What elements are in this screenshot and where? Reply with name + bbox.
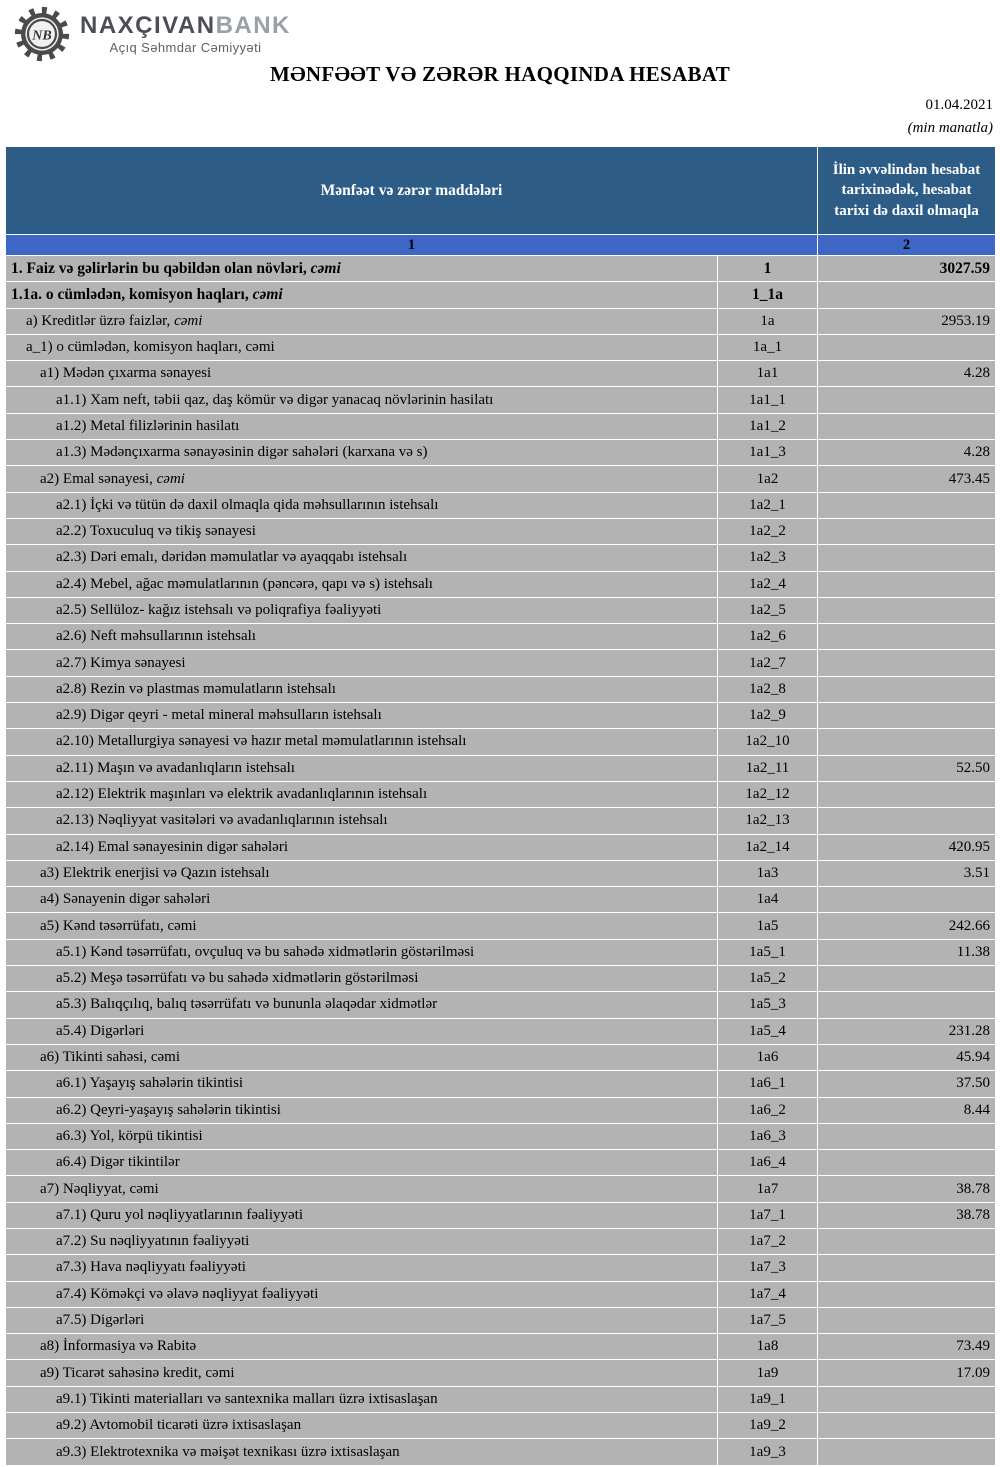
bank-name-primary: NAXÇIVAN — [80, 12, 216, 40]
row-label: a) Kreditlər üzrə faizlər, cəmi — [6, 308, 718, 334]
row-value — [818, 887, 996, 913]
row-value: 52.50 — [818, 755, 996, 781]
row-code: 1a2 — [718, 466, 818, 492]
row-value — [818, 518, 996, 544]
column-number-row — [6, 235, 996, 256]
row-value: 17.09 — [818, 1360, 996, 1386]
row-label: a2.6) Neft məhsullarının istehsalı — [6, 624, 718, 650]
table-row — [6, 913, 996, 939]
row-code: 1a5_1 — [718, 939, 818, 965]
table-row — [6, 966, 996, 992]
row-label: a6.2) Qeyri-yaşayış sahələrin tikintisi — [6, 1097, 718, 1123]
row-code: 1a2_9 — [718, 703, 818, 729]
table-row — [6, 1097, 996, 1123]
row-code: 1a9 — [718, 1360, 818, 1386]
row-label: a9.3) Elektrotexnika və məişət texnikası üzrə ixtisaslaşan — [6, 1439, 718, 1465]
table-row — [6, 676, 996, 702]
table-row — [6, 834, 996, 860]
row-label: a2.13) Nəqliyyat vasitələri və avadanlıqlarının istehsalı — [6, 808, 718, 834]
row-value — [818, 413, 996, 439]
row-label: a2.11) Maşın və avadanlıqların istehsalı — [6, 755, 718, 781]
table-row — [6, 545, 996, 571]
row-value — [818, 1413, 996, 1439]
row-value — [818, 597, 996, 623]
bank-logo — [14, 6, 291, 62]
row-value — [818, 1281, 996, 1307]
row-code: 1a1_1 — [718, 387, 818, 413]
row-label: a7.5) Digərləri — [6, 1307, 718, 1333]
row-code: 1a2_1 — [718, 492, 818, 518]
row-value — [818, 1386, 996, 1412]
table-row — [6, 729, 996, 755]
table-row — [6, 571, 996, 597]
row-label: a2.7) Kimya sənayesi — [6, 650, 718, 676]
row-code: 1a9_3 — [718, 1439, 818, 1465]
row-code: 1a9_1 — [718, 1386, 818, 1412]
row-code: 1_1a — [718, 282, 818, 308]
table-row — [6, 492, 996, 518]
table-row — [6, 808, 996, 834]
row-value — [818, 282, 996, 308]
row-code: 1a1 — [718, 361, 818, 387]
row-label: a2.8) Rezin və plastmas məmulatların istehsalı — [6, 676, 718, 702]
table-row — [6, 1150, 996, 1176]
table-row — [6, 466, 996, 492]
row-label: a7) Nəqliyyat, cəmi — [6, 1176, 718, 1202]
row-value — [818, 729, 996, 755]
table-row — [6, 650, 996, 676]
row-value — [818, 492, 996, 518]
row-code: 1a2_7 — [718, 650, 818, 676]
table-row — [6, 1071, 996, 1097]
table-row — [6, 361, 996, 387]
row-label: a2.2) Toxuculuq və tikiş sənayesi — [6, 518, 718, 544]
row-value: 37.50 — [818, 1071, 996, 1097]
row-label: a2.4) Mebel, ağac məmulatlarının (pəncərə, qapı və s) istehsalı — [6, 571, 718, 597]
row-value — [818, 966, 996, 992]
row-label: a5.2) Meşə təsərrüfatı və bu sahədə xidmətlərin göstərilməsi — [6, 966, 718, 992]
row-label: 1.1a. o cümlədən, komisyon haqları, cəmi — [6, 282, 718, 308]
table-row — [6, 1413, 996, 1439]
col-header-items: Mənfəət və zərər maddələri — [6, 147, 818, 235]
table-row — [6, 1360, 996, 1386]
row-label: a1) Mədən çıxarma sənayesi — [6, 361, 718, 387]
table-row — [6, 1255, 996, 1281]
row-label: a7.3) Hava nəqliyyatı fəaliyyəti — [6, 1255, 718, 1281]
row-code: 1a2_8 — [718, 676, 818, 702]
row-value — [818, 1255, 996, 1281]
bank-name — [80, 13, 291, 38]
row-value: 73.49 — [818, 1334, 996, 1360]
bank-name-secondary: BANK — [215, 12, 291, 40]
col-number-items: 1 — [6, 235, 818, 256]
table-row — [6, 387, 996, 413]
row-value — [818, 334, 996, 360]
table-row — [6, 1202, 996, 1228]
report-date: 01.04.2021 — [925, 97, 993, 113]
page-title: MƏNFƏƏT VƏ ZƏRƏR HAQQINDA HESABAT — [269, 62, 731, 86]
table-row — [6, 1307, 996, 1333]
table-header-row — [6, 147, 996, 235]
table-row — [6, 1018, 996, 1044]
col-header-value: İlin əvvəlindən hesabat tarixinədək, hesabat tarixi də daxil olmaqla — [818, 147, 996, 235]
row-code: 1a6_3 — [718, 1123, 818, 1149]
row-value: 38.78 — [818, 1202, 996, 1228]
table-row — [6, 703, 996, 729]
table-row — [6, 597, 996, 623]
row-label: a2) Emal sənayesi, cəmi — [6, 466, 718, 492]
row-code: 1a7_4 — [718, 1281, 818, 1307]
row-code: 1a1_3 — [718, 440, 818, 466]
row-code: 1a6_2 — [718, 1097, 818, 1123]
row-value: 45.94 — [818, 1044, 996, 1070]
row-label: a7.4) Köməkçi və əlavə nəqliyyat fəaliyyəti — [6, 1281, 718, 1307]
row-value — [818, 781, 996, 807]
row-code: 1a2_6 — [718, 624, 818, 650]
row-code: 1a2_5 — [718, 597, 818, 623]
row-code: 1a_1 — [718, 334, 818, 360]
table-row — [6, 1439, 996, 1465]
table-row — [6, 887, 996, 913]
table-row — [6, 624, 996, 650]
row-code: 1a2_13 — [718, 808, 818, 834]
profit-loss-table — [5, 146, 996, 1466]
row-code: 1a5 — [718, 913, 818, 939]
row-label: a6.3) Yol, körpü tikintisi — [6, 1123, 718, 1149]
row-value — [818, 808, 996, 834]
row-code: 1a9_2 — [718, 1413, 818, 1439]
row-label: a2.12) Elektrik maşınları və elektrik avadanlıqlarının istehsalı — [6, 781, 718, 807]
row-value — [818, 1439, 996, 1465]
row-label: a5.1) Kənd təsərrüfatı, ovçuluq və bu sahədə xidmətlərin göstərilməsi — [6, 939, 718, 965]
row-label: a7.1) Quru yol nəqliyyatlarının fəaliyyəti — [6, 1202, 718, 1228]
row-code: 1a — [718, 308, 818, 334]
row-label: a9.2) Avtomobil ticarəti üzrə ixtisaslaşan — [6, 1413, 718, 1439]
row-code: 1a2_10 — [718, 729, 818, 755]
row-value: 2953.19 — [818, 308, 996, 334]
table-row — [6, 518, 996, 544]
table-row — [6, 413, 996, 439]
unit-note: (min manatla) — [907, 120, 993, 136]
row-value: 3027.59 — [818, 256, 996, 282]
row-label: a9.1) Tikinti materialları və santexnika malları üzrə ixtisaslaşan — [6, 1386, 718, 1412]
table-row — [6, 1123, 996, 1149]
table-row — [6, 860, 996, 886]
row-value: 3.51 — [818, 860, 996, 886]
row-label: a2.1) İçki və tütün də daxil olmaqla qida məhsullarının istehsalı — [6, 492, 718, 518]
row-value — [818, 624, 996, 650]
row-label: a7.2) Su nəqliyyatının fəaliyyəti — [6, 1228, 718, 1254]
row-label: a2.14) Emal sənayesinin digər sahələri — [6, 834, 718, 860]
bank-subtitle: Açıq Səhmdar Cəmiyyəti — [109, 39, 262, 55]
row-value — [818, 387, 996, 413]
row-value — [818, 650, 996, 676]
row-code: 1a8 — [718, 1334, 818, 1360]
row-code: 1a6_4 — [718, 1150, 818, 1176]
row-value: 38.78 — [818, 1176, 996, 1202]
row-label: a5.4) Digərləri — [6, 1018, 718, 1044]
row-label: a6.4) Digər tikintilər — [6, 1150, 718, 1176]
table-row — [6, 440, 996, 466]
row-label: a2.3) Dəri emalı, dəridən məmulatlar və ayaqqabı istehsalı — [6, 545, 718, 571]
row-label: a1.1) Xam neft, təbii qaz, daş kömür və digər yanacaq növlərinin hasilatı — [6, 387, 718, 413]
table-row — [6, 992, 996, 1018]
row-label: a_1) o cümlədən, komisyon haqları, cəmi — [6, 334, 718, 360]
row-code: 1a7 — [718, 1176, 818, 1202]
table-row — [6, 755, 996, 781]
row-code: 1a5_2 — [718, 966, 818, 992]
row-code: 1a5_4 — [718, 1018, 818, 1044]
row-value: 420.95 — [818, 834, 996, 860]
row-label: a4) Sənayenin digər sahələri — [6, 887, 718, 913]
table-row — [6, 256, 996, 282]
row-value — [818, 676, 996, 702]
row-value: 4.28 — [818, 440, 996, 466]
row-code: 1a2_3 — [718, 545, 818, 571]
table-row — [6, 308, 996, 334]
row-label: a2.10) Metallurgiya sənayesi və hazır metal məmulatlarının istehsalı — [6, 729, 718, 755]
table-row — [6, 939, 996, 965]
row-code: 1a7_1 — [718, 1202, 818, 1228]
row-label: a8) İnformasiya və Rabitə — [6, 1334, 718, 1360]
row-label: a9) Ticarət sahəsinə kredit, cəmi — [6, 1360, 718, 1386]
row-code: 1a7_3 — [718, 1255, 818, 1281]
row-label: a2.5) Sellüloz- kağız istehsalı və poliqrafiya fəaliyyəti — [6, 597, 718, 623]
row-code: 1a2_14 — [718, 834, 818, 860]
row-code: 1a6_1 — [718, 1071, 818, 1097]
row-value — [818, 545, 996, 571]
table-row — [6, 1281, 996, 1307]
row-value — [818, 1150, 996, 1176]
row-label: a3) Elektrik enerjisi və Qazın istehsalı — [6, 860, 718, 886]
bank-logo-gear-icon — [14, 6, 70, 62]
table-row — [6, 1228, 996, 1254]
table-row — [6, 1176, 996, 1202]
bank-monogram: NB — [32, 28, 52, 44]
row-label: a1.2) Metal filizlərinin hasilatı — [6, 413, 718, 439]
row-label: a6) Tikinti sahəsi, cəmi — [6, 1044, 718, 1070]
row-code: 1a2_2 — [718, 518, 818, 544]
row-value: 473.45 — [818, 466, 996, 492]
row-value: 11.38 — [818, 939, 996, 965]
table-row — [6, 781, 996, 807]
table-row — [6, 1044, 996, 1070]
row-label: a2.9) Digər qeyri - metal mineral məhsulların istehsalı — [6, 703, 718, 729]
row-code: 1a2_11 — [718, 755, 818, 781]
row-label: a5.3) Balıqçılıq, balıq təsərrüfatı və bununla əlaqədar xidmətlər — [6, 992, 718, 1018]
row-code: 1a7_5 — [718, 1307, 818, 1333]
row-value — [818, 1123, 996, 1149]
row-value: 231.28 — [818, 1018, 996, 1044]
row-label: 1. Faiz və gəlirlərin bu qəbildən olan növləri, cəmi — [6, 256, 718, 282]
row-value — [818, 1307, 996, 1333]
row-label: a1.3) Mədənçıxarma sənayəsinin digər sahələri (karxana və s) — [6, 440, 718, 466]
row-value — [818, 1228, 996, 1254]
row-value: 8.44 — [818, 1097, 996, 1123]
row-code: 1a3 — [718, 860, 818, 886]
row-value: 242.66 — [818, 913, 996, 939]
table-row — [6, 282, 996, 308]
col-number-value: 2 — [818, 235, 996, 256]
row-code: 1a5_3 — [718, 992, 818, 1018]
row-code: 1a2_4 — [718, 571, 818, 597]
table-row — [6, 1386, 996, 1412]
row-label: a5) Kənd təsərrüfatı, cəmi — [6, 913, 718, 939]
bank-name-block — [80, 13, 291, 54]
row-value — [818, 992, 996, 1018]
row-value: 4.28 — [818, 361, 996, 387]
row-code: 1a4 — [718, 887, 818, 913]
row-value — [818, 571, 996, 597]
row-code: 1a1_2 — [718, 413, 818, 439]
row-label: a6.1) Yaşayış sahələrin tikintisi — [6, 1071, 718, 1097]
row-code: 1a7_2 — [718, 1228, 818, 1254]
row-code: 1a2_12 — [718, 781, 818, 807]
table-row — [6, 1334, 996, 1360]
row-code: 1a6 — [718, 1044, 818, 1070]
table-row — [6, 334, 996, 360]
row-code: 1 — [718, 256, 818, 282]
row-value — [818, 703, 996, 729]
